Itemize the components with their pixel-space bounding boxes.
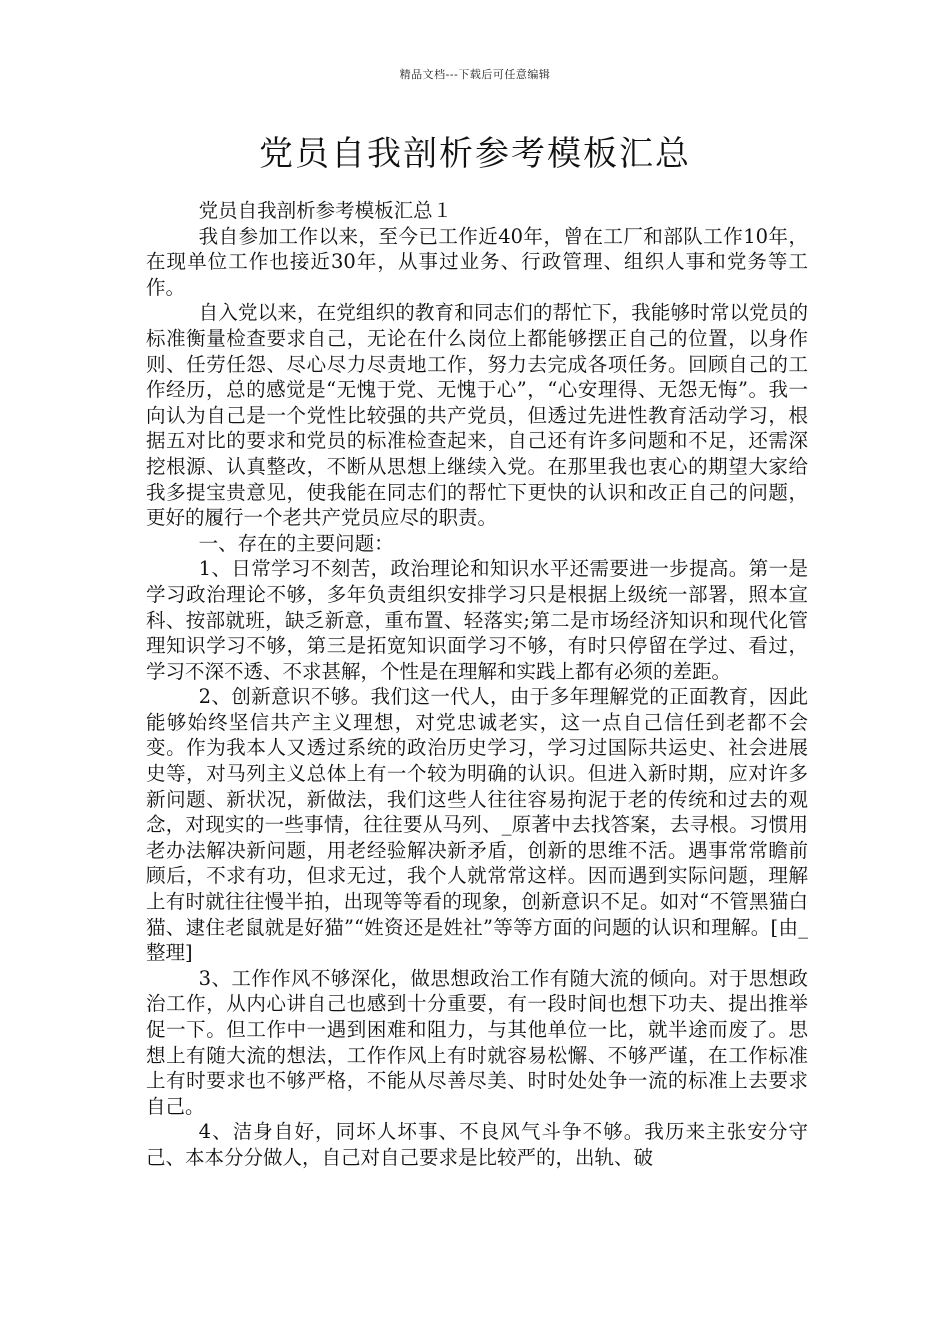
- paragraph: 1、日常学习不刻苦，政治理论和知识水平还需要进一步提高。第一是学习政治理论不够，多年负责组织安排学习只是根据上级统一部署，照本宣科、按部就班，缺乏新意，重布置、轻落实;第二是市场经济知识和现代化管理知识学习不够，第三是拓宽知识面学习不够，有时只停留在学过、看过，学习不深不透、不求甚解，个性是在理解和实践上都有必须的差距。: [146, 557, 808, 683]
- section-heading: 一、存在的主要问题：: [198, 531, 394, 555]
- page-header: 精品文档---下载后可任意编辑: [399, 68, 551, 81]
- paragraph: 我自参加工作以来，至今已工作近40年，曾在工厂和部队工作10年，在现单位工作也接近30年，从事过业务、行政管理、组织人事和党务等工作。: [146, 224, 808, 299]
- paragraph: 4、洁身自好，同坏人坏事、不良风气斗争不够。我历来主张安分守己、本本分分做人，自己对自己要求是比较严的，出轨、破: [146, 1120, 808, 1169]
- paragraph: 自入党以来，在党组织的教育和同志们的帮忙下，我能够时常以党员的标准衡量检查要求自己，无论在什么岗位上都能够摆正自己的位置，以身作则、任劳任怨、尽心尽力尽责地工作，努力去完成各项任务。回顾自己的工作经历，总的感觉是“无愧于党、无愧于心”，“心安理得、无怨无悔”。我一向认为自己是一个党性比较强的共产党员，但透过先进性教育活动学习，根据五对比的要求和党员的标准检查起来，自己还有许多问题和不足，还需深挖根源、认真整改，不断从思想上继续入党。在那里我也衷心的期望大家给我多提宝贵意见，使我能在同志们的帮忙下更快的认识和改正自己的问题，更好的履行一个老共产党员应尽的职责。: [146, 301, 808, 530]
- document-title: 党员自我剖析参考模板汇总: [259, 134, 691, 174]
- paragraph: 3、工作作风不够深化，做思想政治工作有随大流的倾向。对于思想政治工作，从内心讲自己也感到十分重要，有一段时间也想下功夫、提出推举促一下。但工作中一遇到困难和阻力，与其他单位一比，就半途而废了。思想上有随大流的想法，工作作风上有时就容易松懈、不够严谨，在工作标准上有时要求也不够严格，不能从尽善尽美、时时处处争一流的标准上去要求自己。: [146, 966, 808, 1118]
- document-body: [146, 198, 808, 1171]
- paragraph: 2、创新意识不够。我们这一代人，由于多年理解党的正面教育，因此能够始终坚信共产主义理想，对党忠诚老实，这一点自己信任到老都不会变。作为我本人又透过系统的政治历史学习，学习过国际共运史、社会进展史等，对马列主义总体上有一个较为明确的认识。但进入新时期，应对许多新问题、新状况，新做法，我们这些人往往容易拘泥于老的传统和过去的观念，对现实的一些事情，往往要从马列、_原著中去找答案，去寻根。习惯用老办法解决新问题，用老经验解决新矛盾，创新的思维不活。遇事常常瞻前顾后，不求有功，但求无过，我个人就常常这样。因而遇到实际问题，理解上有时就往往慢半拍，出现等等看的现象，创新意识不足。如对“不管黑猫白猫、逮住老鼠就是好猫”“姓资还是姓社”等等方面的问题的认识和理解。[由_整理]: [146, 685, 808, 965]
- section-subtitle: 党员自我剖析参考模板汇总１: [198, 199, 453, 222]
